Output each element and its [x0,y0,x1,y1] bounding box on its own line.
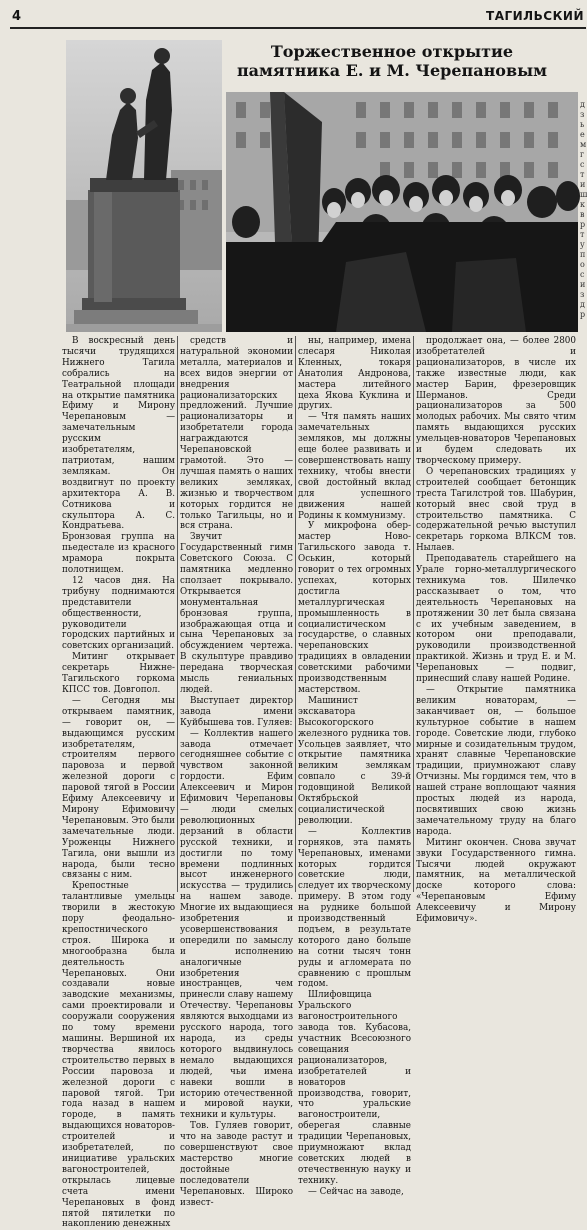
fragment-letter: о [580,260,585,269]
fragment-letter: у [580,240,585,249]
fragment-letter: с [580,160,585,169]
fragment-letter: к [580,200,585,209]
fragment-letter: д [580,100,585,109]
header-rule [10,27,586,29]
fragment-letter: в [580,210,585,219]
article-headline: Торжественное открытие памятника Е. и М. Черепановым [236,42,548,80]
article-column-4 [416,336,576,925]
fragment-letter: м [580,140,587,149]
article-column-2 [180,336,293,1208]
article-paragraph: — Сегодня мы открываем памятник, — говорит он, — выдающимся русским изобретателям, строителям первого паровоза и первой железной дороги с паровой тягой в России Ефиму Алексеевичу и Мирону Ефимовичу Черепановым. Это были замечательные люди. Уроженцы Нижнего Тагила, они вышли из народа, были тесно связаны с ним. [62,695,175,881]
article-paragraph: — Сейчас на заводе, [308,1186,404,1197]
article-paragraph: У микрофона обер-мастер Ново-Тагильского завода т. Оськин, который говорит о тех огромных успехах, которых достигла металлургическая промышленность в социалистическом государстве, о славных черепановских традициях в овладении советскими рабочими производственным мастерством. [298,521,411,695]
article-paragraph: Преподаватель старейшего на Урале горно-металлургического техникума тов. Шилечко рассказывает о том, что деятельность Черепановых на протяжении 30 лет была связана с их учебным заведением, в котором они преподавали, руководили производственной практикой. Жизнь и труд Е. и М. Черепановых — подвиг, принесший славу нашей Родине. [416,554,576,685]
fragment-letter: г [580,150,585,159]
crowd-photo [226,92,578,332]
newspaper-name: ТАГИЛЬСКИЙ [486,9,584,23]
fragment-letter: с [580,270,585,279]
article-paragraph: — Коллектив нашего завода отмечает сегодняшнее событие с чувством законной гордости. Ефим Алексеевич и Мирон Ефимович Черепановы — люди смелых революционных дерзаний в области русской техники, и достигли по тому времени подлинных высот инженерного искусства — трудились на нашем заводе. Многие их выдающиеся изобретения и усовершенствования опередили по замыслу и исполнению аналогичные изобретения иностранцев, чем принесли славу нашему Отечеству. Черепановы являются выходцами из русского народа, того народа, из среды которого выдвинулось немало выдающихся людей, чьи имена навеки вошли в историю отечественной и мировой науки, техники и культуры. [180,728,293,1121]
page-header [0,0,586,26]
fragment-letter: п [580,250,586,259]
article-paragraph: Тов. Гуляев говорит, что на заводе растут и совершенствуют свое мастерство многие достойные последователи Черепановых. Широко извест- [180,1121,293,1208]
column-divider [413,336,414,892]
article-paragraph: О черепановских традициях у строителей сообщает бетонщик треста Тагилстрой тов. Шабурин, который внес свой труд в строительство памятника. С содержательной речью выступил секретарь горкома ВЛКСМ тов. Нылаев. [416,466,576,554]
article-paragraph: Крепостные талантливые умельцы творили в жестокую пору феодально-крепостнического строя. Широка и многообразна была деятельность Черепановых. Они создавали новые заводские механизмы, сами проектировали и сооружали сооружения по тому времени машины. Вершиной их творчества явилось строительство первых в России паровоза и железной дороги с паровой тягой. Три года назад в нашем городе, в память выдающихся новаторов-строителей и изобретателей, по инициативе уральских вагоностроителей, открылась лицевые счета имени Черепановых в фонд пятой пятилетки по накоплению денежных [62,881,175,1230]
fragment-letter: д [580,300,585,309]
fragment-letter: и [580,280,586,289]
fragment-letter: р [580,220,586,229]
article-column-3 [298,336,411,1197]
fragment-letter: и [580,180,586,189]
article-paragraph: — Чтя память наших замечательных земляков, мы должны еще более развивать и совершенствовать нашу технику, чтобы внести свой достойный вклад для успешного движения нашей Родины к коммунизму. [298,412,411,521]
article-paragraph: ны, например, имена слесаря Николая Кленных, токаря Анатолия Андронова, мастера литейного цеха Якова Куклина и других. [298,336,411,412]
fragment-letter: ш [580,190,587,199]
article-paragraph: продолжает она, — более 2800 изобретателей и рационализаторов, в числе их также известные люди, как мастер Барин, фрезеровщик Шерманов. Среди рационализаторов за 500 молодых рабочих. Мы свято чтим память выдающихся русских умельцев-новаторов Черепановых и будем следовать их творческому примеру. [416,336,576,466]
fragment-letter: з [580,290,585,299]
monument-photo [66,40,222,332]
article-paragraph: средств и натуральной экономии металла, материалов и всех видов энергии от внедрения рационализаторских предложений. Лучшие рационализаторы и изобретатели города награждаются Черепановской грамотой. Это — лучшая память о наших великих земляках, жизнью и творчеством которых гордится не только Тагильцы, но и вся страна. [180,336,293,532]
fragment-letter: е [580,130,585,139]
article-paragraph: Шлифовщица Уральского вагоностроительного завода тов. Кубасова, участник Всесоюзного совещания рационализаторов, изобретателей и новаторов производства, говорит, что уральские вагоностроители, оберегая славные традиции Черепановых, приумножают вклад советских людей в отечественную науку и технику. [298,990,411,1186]
article-paragraph: 12 часов дня. На трибуну поднимаются представители общественности, руководители городских партийных и советских организаций. [62,575,175,652]
fragment-letter: р [580,310,586,319]
article-paragraph: В воскресный день тысячи трудящихся Нижнего Тагила собрались на Театральной площади на открытие памятника Ефиму и Мирону Черепановым — замечательным русским изобретателям, патриотам, нашим землякам. Он воздвигнут по проекту архитектора А. В. Сотникова и скульптора А. С. Кондратьева. Бронзовая группа на пьедестале из красного мрамора покрыта полотнищем. [62,336,175,576]
article-paragraph: Машинист экскаватора Высокогорского железного рудника тов. Усольцев заявляет, что открытие памятника великим землякам совпало с 39-й годовщиной Великой Октябрьской социалистической революции. [298,695,411,826]
article-paragraph: — Коллектив горняков, эта память Черепановых, именами которых гордится советские люди, следует их творческому примеру. В этом году на руднике большой производственный подъем, в результате которого дано больше на сотни тысяч тонн руды и агломерата по сравнению с прошлым годом. [298,826,411,990]
article-paragraph: Звучит Государственный гимн Советского Союза. С памятника медленно сползает покрывало. Открывается монументальная бронзовая группа, изображающая отца и сына Черепановых за обсуждением чертежа. В скульптуре правдиво передана творческая мысль гениальных людей. [180,532,293,695]
column-divider [295,336,296,892]
article-column-1 [62,336,175,1230]
article-paragraph: — Открытие памятника великим новаторам, — заканчивает он, — большое культурное событие в нашем городе. Советские люди, глубоко мирные и созидательным трудом, хранят славные Черепановские традиции, приумножают славу Отчизны. Мы гордимся тем, что в нашей стране воплощают чаяния простых людей из народа, посвятивших свою жизнь замечательному труду на благо народа. [416,685,576,837]
article-paragraph: Выступает директор завода имени Куйбышева тов. Гуляев: [180,695,293,728]
fragment-letter: ь [580,120,585,129]
article-paragraph: Митинг открывает секретарь Нижне-Тагильского горкома КПСС тов. Довгопол. [62,652,175,695]
fragment-letter: т [580,230,585,239]
page-number: 4 [12,9,22,24]
monument-photo-graphic [66,40,222,332]
article-paragraph: Митинг окончен. Снова звучат звуки Государственного гимна. Тысячи людей окружают памятник, на металлической доске которого слова: «Черепановым Ефиму Алексеевичу и Мирону Ефимовичу». [416,837,576,925]
crowd-photo-graphic [226,92,578,332]
fragment-letter: з [580,110,585,119]
column-divider [177,336,178,892]
adjacent-column-fragment [580,100,586,860]
fragment-letter: т [580,170,585,179]
